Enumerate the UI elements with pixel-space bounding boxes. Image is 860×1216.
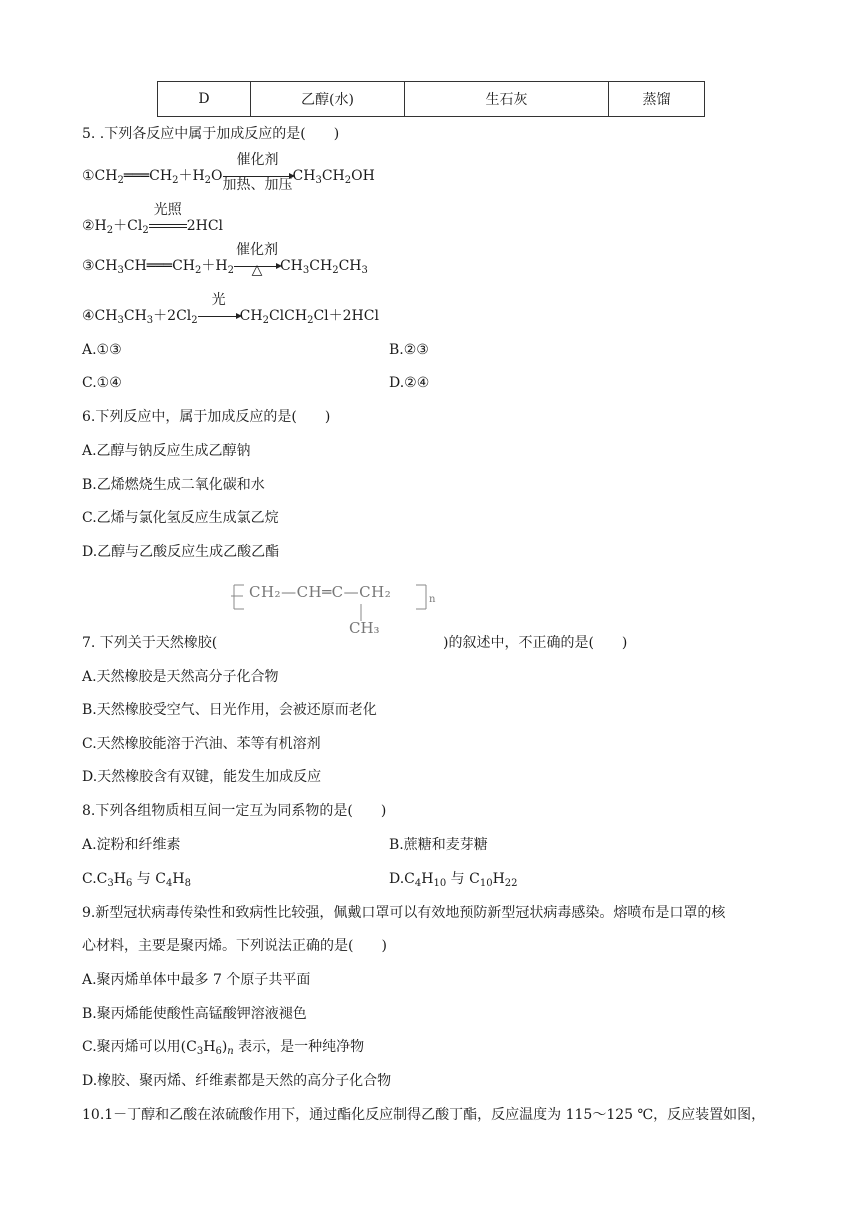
q6-option-d[interactable]: D.乙醇与乙酸反应生成乙酸乙酯 [82,544,280,560]
q8-option-b[interactable]: B.蔗糖和麦芽糖 [389,837,488,853]
q5-reaction-1: $①CH_2═══CH_2+H_2O$ 催化剂 加热、加压 $CH_3CH_2OH$ [82,152,375,193]
q5-option-a[interactable]: A.①③ [82,342,122,358]
condition-above: 催化剂 [236,152,279,168]
condition-above: 光照 [153,202,182,218]
q8-stem: 8.下列各组物质相互间一定互为同系物的是( ) [82,803,387,819]
q9-stem-line-2: 心材料，主要是聚丙烯。下列说法正确的是( ) [82,938,387,954]
q5-stem: 5. .下列各反应中属于加成反应的是( ) [82,126,340,142]
q5-reaction-4: $④CH_3CH_3+2Cl_2$ 光 $CH_2ClCH_2Cl+2HCl$ [82,292,379,326]
q7-option-d[interactable]: D.天然橡胶含有双键，能发生加成反应 [82,769,322,785]
q5-option-b[interactable]: B.②③ [389,342,429,358]
table-row [158,82,705,117]
q7-stem-right: )的叙述中，不正确的是( ) [443,635,628,651]
q9-option-c[interactable]: C.聚丙烯可以用$(C_3H_6)_n$ 表示，是一种纯净物 [82,1039,365,1057]
q5-reaction-3: $③CH_3CH═══CH_2+H_2$ 催化剂 △ $CH_3CH_2CH_3$ [82,242,368,278]
table-cell: D [158,82,251,117]
q8-option-c[interactable]: $C.C_3H_6$ 与 $C_4H_8$ [82,871,191,889]
q5-option-d[interactable]: D.②④ [389,375,430,391]
q7-stem-left: 7. 下列关于天然橡胶( [82,635,218,651]
table-cell: 生石灰 [405,82,609,117]
structure-main-chain: CH₂—CH═C—CH₂ [249,583,392,601]
q7-option-a[interactable]: A.天然橡胶是天然高分子化合物 [82,669,279,685]
q6-stem: 6.下列反应中，属于加成反应的是( ) [82,409,331,425]
q5-reaction-2: $②H_2+Cl_2$ 光照 2HCl [82,202,224,236]
structure-branch: CH₃ [349,619,380,637]
q6-option-a[interactable]: A.乙醇与钠反应生成乙醇钠 [82,443,251,459]
q7-option-c[interactable]: C.天然橡胶能溶于汽油、苯等有机溶剂 [82,736,321,752]
table-cell: 乙醇(水) [251,82,405,117]
q6-option-b[interactable]: B.乙烯燃烧生成二氧化碳和水 [82,477,265,493]
q9-stem-line-1: 9.新型冠状病毒传染性和致病性比较强，佩戴口罩可以有效地预防新型冠状病毒感染。熔喷布是口罩的核 [82,905,726,921]
q10-stem-line-1: 10.1－丁醇和乙酸在浓硫酸作用下，通过酯化反应制得乙酸丁酯，反应温度为 115～125 ℃，反应装置如图， [82,1107,766,1123]
table-cell: 蒸馏 [609,82,705,117]
condition-above: 光 [211,292,226,308]
q8-option-a[interactable]: A.淀粉和纤维素 [82,837,181,853]
q5-option-c[interactable]: C.①④ [82,375,122,391]
structure-n: n [429,594,436,605]
q9-option-a[interactable]: A.聚丙烯单体中最多 7 个原子共平面 [82,972,311,988]
condition-below: △ [251,262,263,278]
q9-option-d[interactable]: D.橡胶、聚丙烯、纤维素都是天然的高分子化合物 [82,1073,392,1089]
separation-table [157,81,705,117]
natural-rubber-structure [231,579,441,639]
q7-option-b[interactable]: B.天然橡胶受空气、日光作用，会被还原而老化 [82,702,377,718]
q6-option-c[interactable]: C.乙烯与氯化氢反应生成氯乙烷 [82,510,279,526]
condition-above: 催化剂 [235,242,278,258]
q8-option-d[interactable]: $D.C_4H_{10}$ 与 $C_{10}H_{22}$ [389,871,518,889]
q9-option-b[interactable]: B.聚丙烯能使酸性高锰酸钾溶液褪色 [82,1006,307,1022]
condition-below: 加热、加压 [222,177,293,193]
